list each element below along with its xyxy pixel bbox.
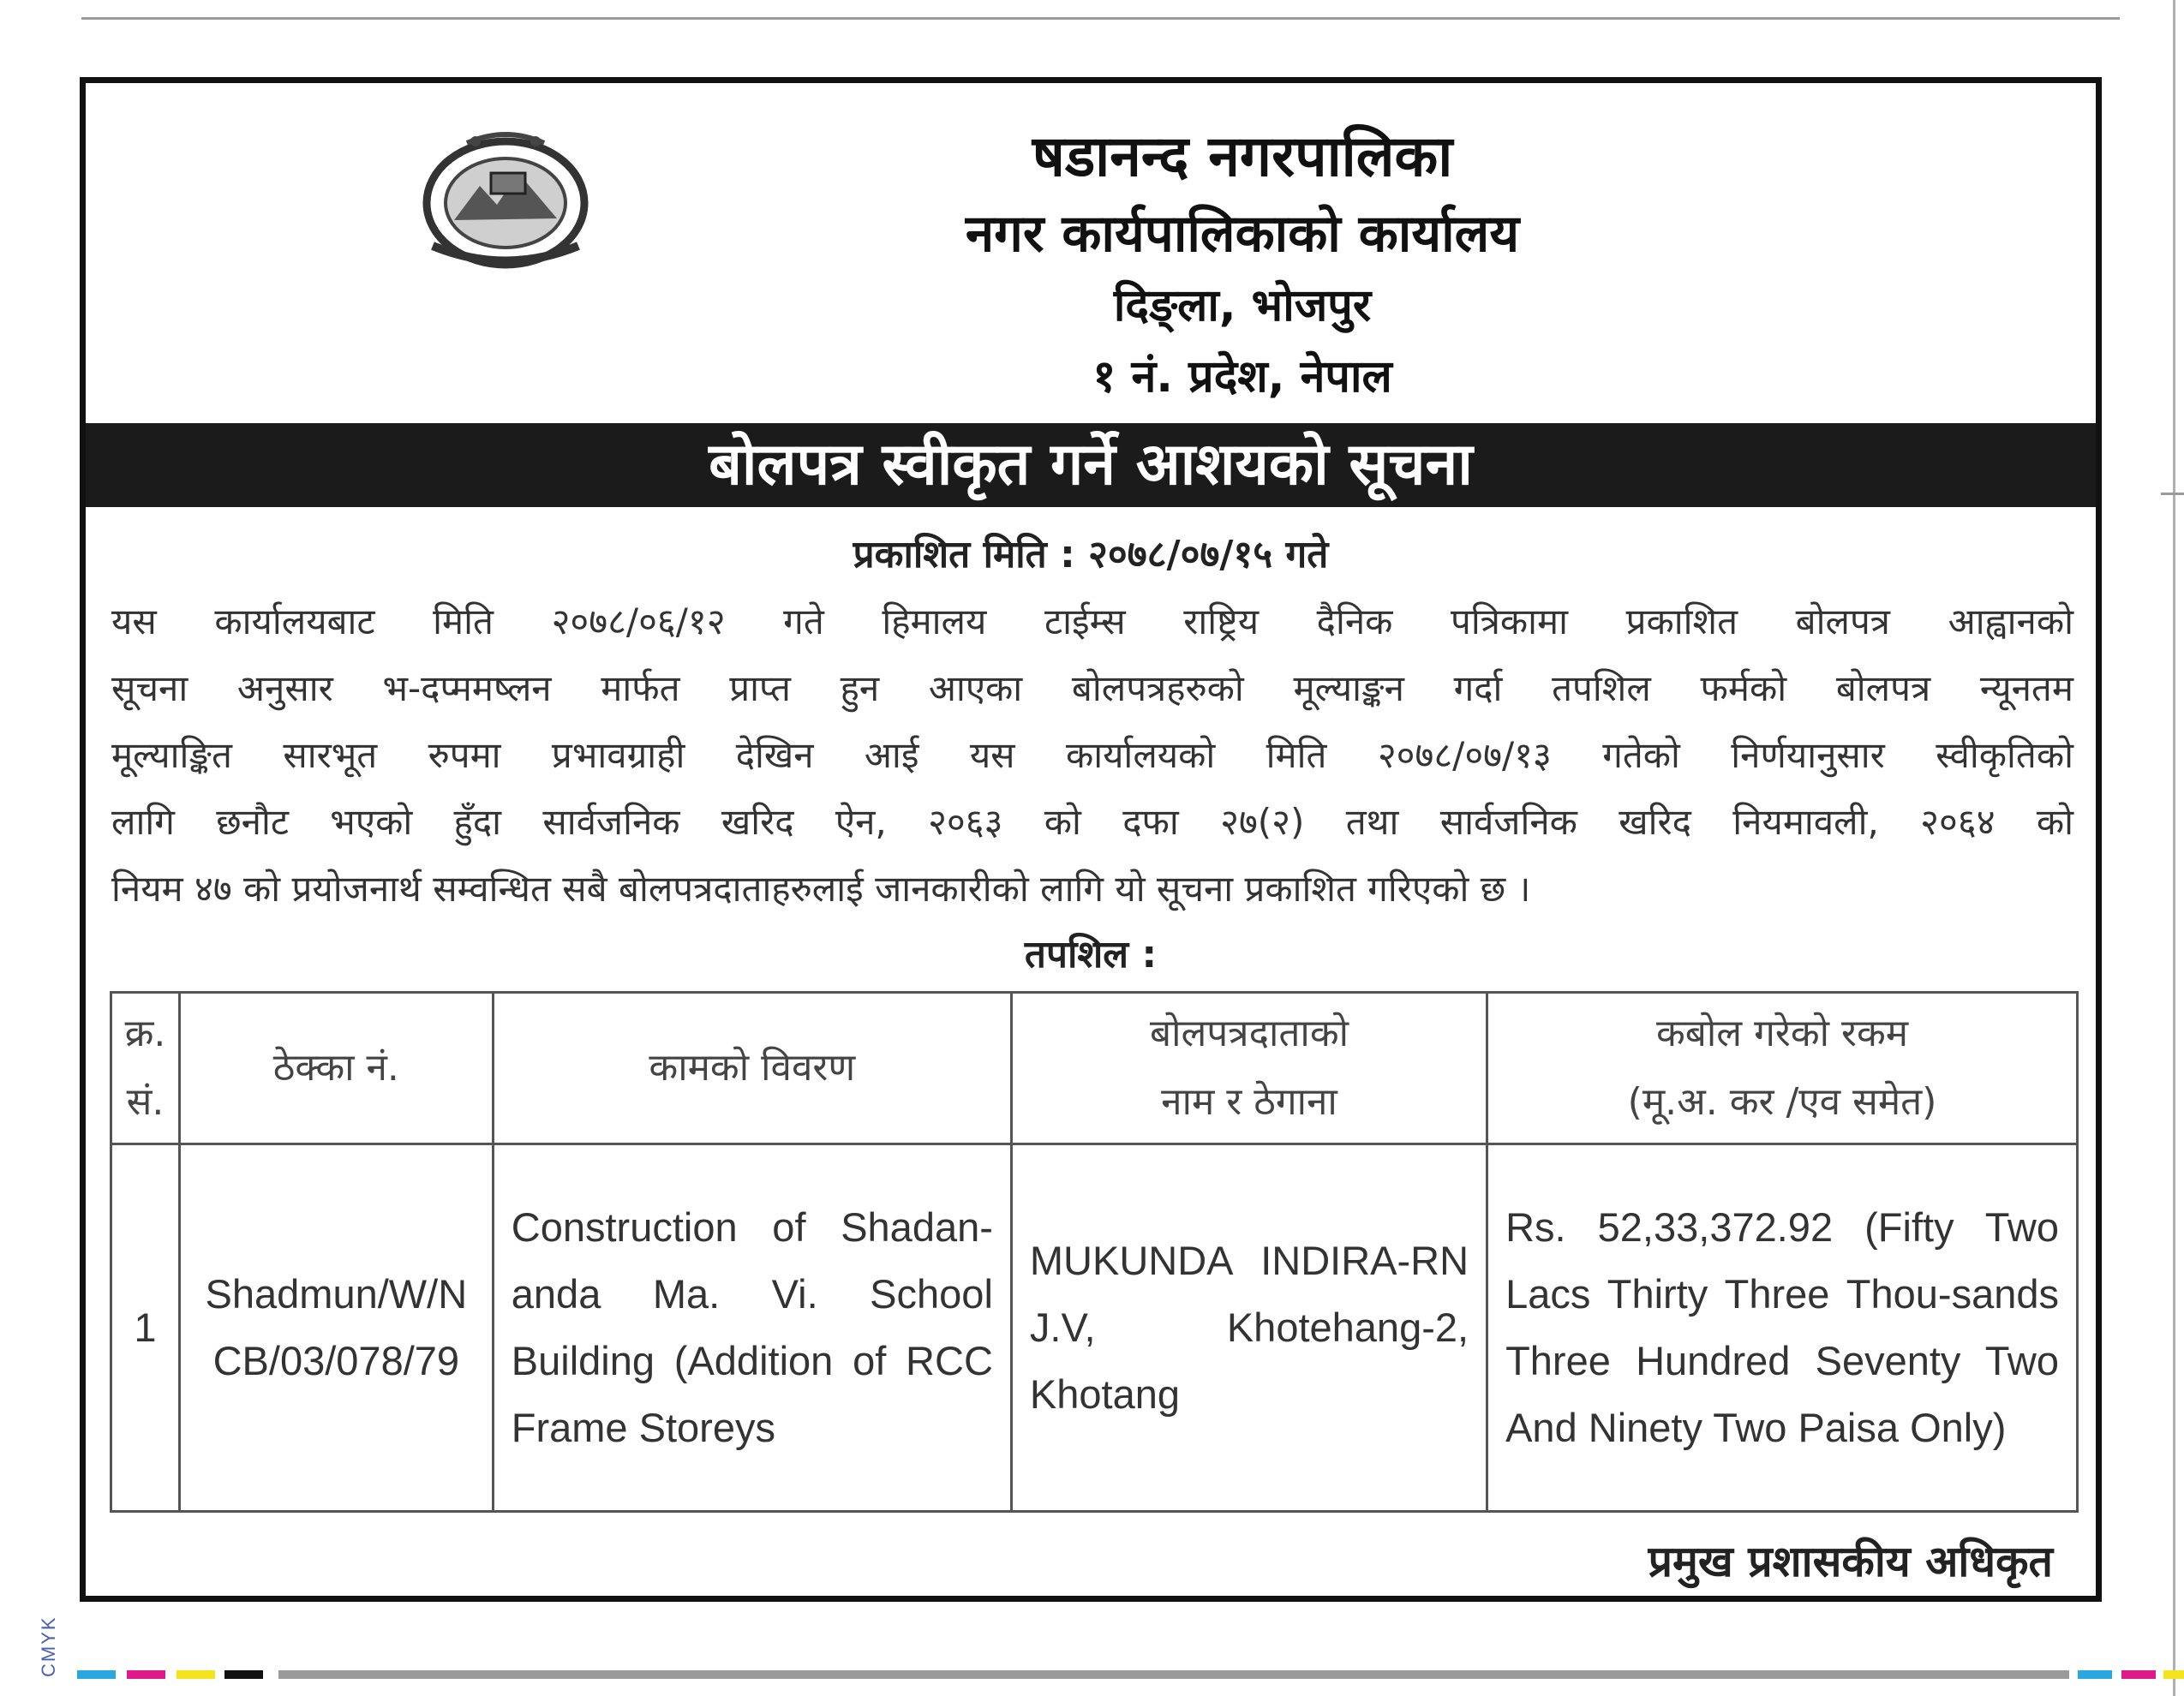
office-name: नगर कार्यपालिकाको कार्यालय (965, 204, 1520, 264)
notice-frame (80, 77, 2102, 1602)
top-rule (81, 17, 2120, 20)
cell-bidder: MUKUNDA INDIRA-RN J.V, Khotehang-2, Khotang (1011, 1144, 1487, 1512)
notice-title-banner: बोलपत्र स्वीकृत गर्ने आशयको सूचना (86, 423, 2096, 507)
cell-amount: Rs. 52,33,372.92 (Fifty Two Lacs Thirty Three Thou-sands Three Hundred Seventy Two And Ninety Two Paisa Only) (1487, 1144, 2078, 1512)
cell-work-description: Construction of Shadan-anda Ma. Vi. School Building (Addition of RCC Frame Storeys (493, 1144, 1011, 1512)
yellow-color-bar (177, 1670, 215, 1679)
office-location: दिङ्ला, भोजपुर (1113, 280, 1372, 331)
details-label: तपशिल : (1024, 933, 1158, 976)
cyan-color-bar (77, 1670, 116, 1679)
nepal-emblem-icon (416, 126, 595, 272)
municipality-name: षडानन्द नगरपालिका (1032, 123, 1453, 189)
registration-bar (278, 1670, 2069, 1679)
cyan-color-bar (2078, 1670, 2112, 1679)
body-line: सूचना अनुसार भ-दप्ममष्लन मार्फत प्राप्त हुन आएका बोलपत्रहरुको मूल्याङ्कन गर्दा तपशिल फर्मको बोलपत्र न्यूनतम (111, 667, 2073, 709)
right-margin-rule (2173, 0, 2175, 1696)
bid-table (110, 991, 2079, 1513)
signatory-title: प्रमुख प्रशासकीय अधिकृत (1648, 1537, 2053, 1586)
published-date: प्रकाशित मिति : २०७८/०७/१५ गते (853, 533, 1329, 576)
header-work-description: कामको विवरण (493, 993, 1011, 1144)
body-line: यस कार्यालयबाट मिति २०७८/०६/१२ गते हिमालय टाईम्स राष्ट्रिय दैनिक पत्रिकामा प्रकाशित बोलपत्र आह्वानको (111, 600, 2073, 642)
notice-body (111, 588, 2073, 923)
yellow-color-bar (2163, 1670, 2184, 1679)
crop-mark (2161, 493, 2184, 495)
table-row (111, 1144, 2078, 1512)
header-contract-no: ठेक्का नं. (179, 993, 493, 1144)
header-bidder: बोलपत्रदाताको नाम र ठेगाना (1011, 993, 1487, 1144)
magenta-color-bar (127, 1670, 165, 1679)
header-amount: कबोल गरेको रकम (मू.अ. कर /एव समेत) (1487, 993, 2078, 1144)
black-color-bar (224, 1670, 263, 1679)
body-line: नियम ४७ को प्रयोजनार्थ सम्वन्धित सबै बोलपत्रदाताहरुलाई जानकारीको लागि यो सूचना प्रकाशित गरिएको छ । (111, 868, 1531, 910)
province-country: १ नं. प्रदेश, नेपाल (1092, 351, 1392, 403)
cell-serial-no: 1 (111, 1144, 180, 1512)
header-serial-no: क्र. सं. (111, 993, 180, 1144)
cell-contract-no: Shadmun/W/N CB/03/078/79 (179, 1144, 493, 1512)
table-header-row (111, 993, 2078, 1144)
body-line: लागि छनौट भएको हुँदा सार्वजनिक खरिद ऐन, २०६३ को दफा २७(२) तथा सार्वजनिक खरिद नियमावली, २०६४ को (111, 801, 2073, 843)
magenta-color-bar (2121, 1670, 2156, 1679)
cmyk-label: CMYK (38, 1615, 59, 1677)
body-line: मूल्याङ्कित सारभूत रुपमा प्रभावग्राही देखिन आई यस कार्यालयको मिति २०७८/०७/१३ गतेको निर्णयानुसार स्वीकृतिको (111, 734, 2073, 776)
